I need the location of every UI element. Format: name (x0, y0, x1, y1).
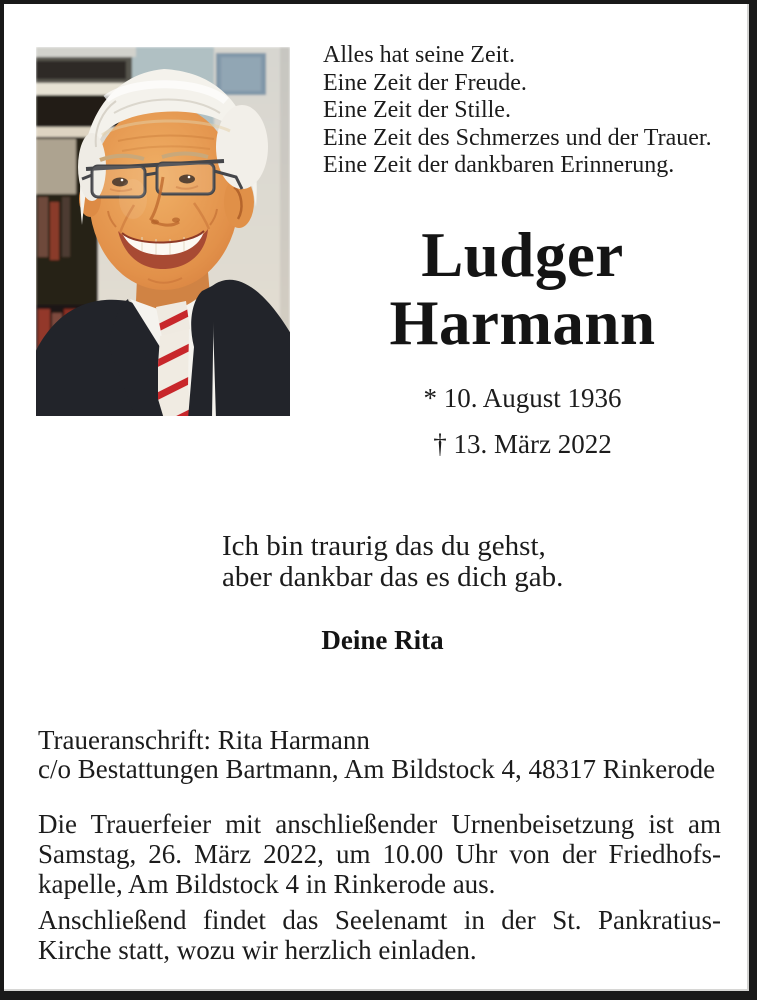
deceased-last-name: Harmann (389, 288, 656, 358)
condolence-address-line: c/o Bestattungen Bartmann, Am Bildstock 4, 48317 Rinkerode (38, 753, 716, 784)
church-service-paragraph (38, 905, 721, 965)
poem-line: Eine Zeit der Stille. (323, 97, 511, 123)
obituary-notice (4, 4, 749, 991)
deceased-first-name: Ludger (421, 220, 624, 290)
portrait-illustration (36, 47, 290, 416)
farewell-line: Ich bin traurig das du gehst, (222, 530, 546, 562)
mourner-signature: Deine Rita (321, 625, 444, 655)
funeral-info-line: Die Trauerfeier mit anschließender Urnenbeisetzung ist am (38, 809, 721, 839)
funeral-info-line: kapelle, Am Bildstock 4 in Rinkerode aus. (38, 869, 496, 900)
condolence-address-line: Traueranschrift: Rita Harmann (38, 725, 370, 755)
farewell-block (222, 531, 563, 592)
poem-block (323, 42, 712, 180)
church-service-line: Kirche statt, wozu wir herzlich einladen. (38, 935, 477, 966)
death-date-line: † 13. März 2022 (433, 429, 612, 459)
poem-line: Eine Zeit des Schmerzes und der Trauer. (323, 124, 712, 151)
portrait-photo (36, 47, 290, 416)
birth-date-line: * 10. August 1936 (423, 383, 622, 413)
poem-line: Alles hat seine Zeit. (323, 42, 515, 68)
church-service-line: Anschließend findet das Seelenamt in der St. Pankratius- (38, 905, 721, 935)
funeral-info-paragraph (38, 809, 721, 900)
funeral-info-line: Samstag, 26. März 2022, um 10.00 Uhr von der Friedhofs- (38, 839, 721, 870)
poem-line: Eine Zeit der dankbaren Erinnerung. (323, 152, 675, 178)
deceased-name (300, 221, 745, 357)
poem-line: Eine Zeit der Freude. (323, 69, 527, 96)
condolence-address-block (38, 726, 732, 783)
farewell-line: aber dankbar das es dich gab. (222, 560, 564, 593)
